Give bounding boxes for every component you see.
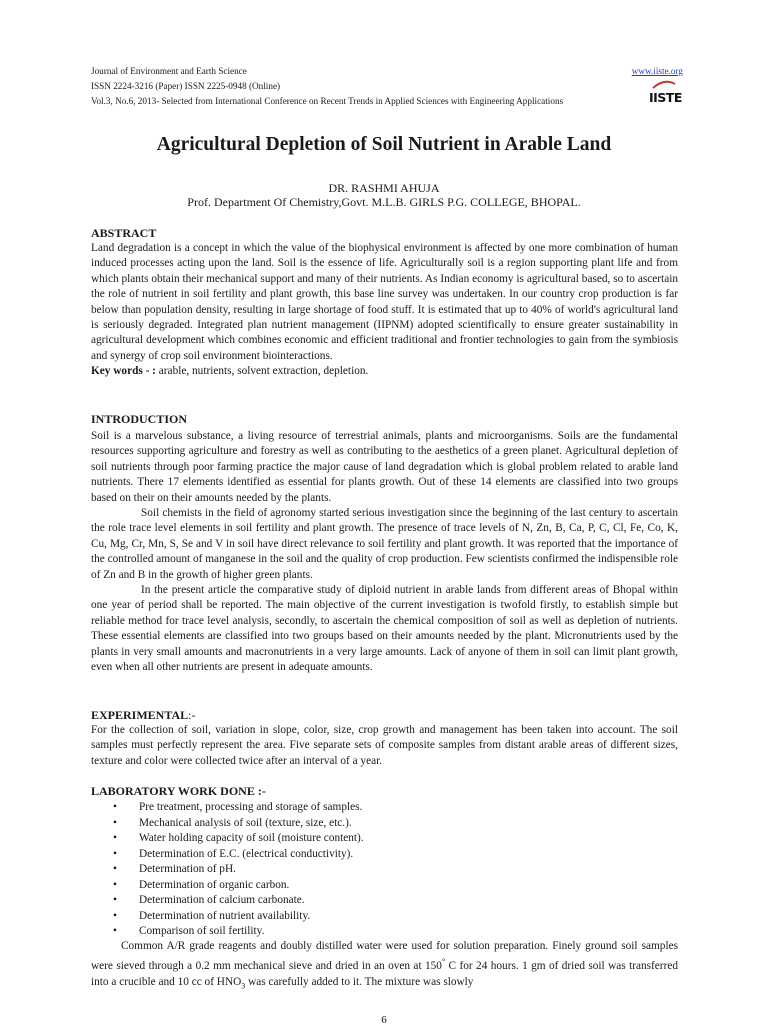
list-item: • Determination of pH.: [113, 862, 364, 878]
author-affiliation: Prof. Department Of Chemistry,Govt. M.L.B. GIRLS P.G. COLLEGE, BHOPAL.: [187, 195, 581, 209]
logo-swoosh-icon: [651, 80, 677, 90]
keywords-label: Key words - :: [91, 365, 156, 378]
intro-paragraph-2: Soil chemists in the field of agronomy started serious investigation since the beginning of the last century to ascertain the role trace level elements in soil fertility and plant growth. The presence of trace levels of N, Zn, B, Ca, P, C, Cl, Fe, Co, K, Cu, Mg, Cr, Mn, S, Se and V in soil have direct relevance to soil fertility and plant growth. It was reported that the importance of the controlled amount of manganese in the soil and the quality of crop production. Few scientists confirmed the indispensible role of Zn and B in the growth of higher green plants.: [91, 507, 678, 581]
list-item: • Comparison of soil fertility.: [113, 924, 364, 940]
journal-header: [91, 64, 683, 109]
journal-issn: ISSN 2224-3216 (Paper) ISSN 2225-0948 (Online): [91, 81, 281, 91]
subscript-3: 3: [241, 980, 246, 990]
intro-paragraph-1: Soil is a marvelous substance, a living resource of terrestrial animals, plants and microorganisms. Soils are the fundamental resources supporting agriculture and forestry as well as contributing to the aesthetics of a green planet. Agricultural depletion of soil nutrients through poor farming practice the major cause of land degradation which is global problem related to arable land nutrients. There 17 elements identified as essential for plants growth. Out of these 14 elements are classified into two groups based on their on their amounts needed by the plants.: [91, 430, 678, 504]
iiste-logo: [649, 80, 682, 106]
list-item: • Determination of E.C. (electrical conductivity).: [113, 847, 364, 863]
lab-procedure-section: [91, 939, 678, 993]
lab-procedure-paragraph: Common A/R grade reagents and doubly distilled water were used for solution preparation. Finely ground soil samples were sieved through a 0.2 mm mechanical sieve and dried in an oven at 150° C for 24 hours. 1 gm of dried soil was transferred into a crucible and 10 cc of $HNO_3$ was carefully added to it. The mixture was slowly: [91, 940, 678, 990]
list-item: • Mechanical analysis of soil (texture, size, etc.).: [113, 816, 364, 832]
intro-paragraph-3: In the present article the comparative study of diploid nutrient in arable lands from different areas of Bhopal within one year of period shall be reported. The main objective of the current investigation is twofold firstly, to establish simple but reliable method for trace level analysis, secondly, to ascertain the chemical composition of soil as well as depletion of nutrients. These essential elements are classified into two groups based on their amounts needed by the plant. Micronutrients used by the plants in very small amounts and macronutrients in a very large amounts. Lack of anyone of them in soil can limit plant growth, even when all other nutrients are present in adequate amounts.: [91, 584, 678, 674]
bullet-icon: •: [113, 894, 117, 907]
introduction-heading: INTRODUCTION: [91, 412, 188, 426]
author-name: DR. RASHMI AHUJA: [328, 181, 440, 195]
list-item: • Pre treatment, processing and storage of samples.: [113, 800, 364, 816]
experimental-heading: [91, 708, 195, 723]
experimental-text: For the collection of soil, variation in slope, color, size, crop growth and management has been taken into account. The soil samples must perfectly represent the area. Five separate sets of composite samples from distant arable areas of different sizes, texture and color were collected twice after an interval of a year.: [91, 724, 678, 767]
keywords-line: [91, 364, 678, 379]
bullet-icon: •: [113, 801, 117, 813]
list-item: • Determination of calcium carbonate.: [113, 893, 364, 909]
introduction-section: [91, 429, 678, 676]
abstract-text: Land degradation is a concept in which the value of the biophysical environment is affected by one more combination of human induced processes acting upon the land. Soil is the essence of life. Agriculturally soil is a region supporting plant life and from which plants obtain their mechanical support and many of their nutrients. As Indian economy is agricultural based, so to ascertain the role of nutrient in soil fertility and plant growth, this base line survey was undertaken. In our country crop production is far below than population density, resulting in large shortage of food stuff. It is estimated that up to 40% of world's agricultural land is seriously degraded. Integrated plan nutrient management (IIPNM) adopted scientifically to ensure greater sustainability in agricultural development which combines economic and efficient traditional and frontier technologies to gain from the symbiosis and synergy of crop soil environment biointeractions.: [91, 242, 678, 362]
bullet-icon: •: [113, 863, 117, 876]
lab-work-heading: LABORATORY WORK DONE :-: [91, 784, 266, 798]
bullet-icon: •: [113, 925, 117, 938]
degree-symbol: °: [441, 957, 446, 967]
lab-work-list: [113, 800, 364, 940]
experimental-heading-text: EXPERIMENTAL: [91, 708, 189, 722]
experimental-heading-suffix: :-: [188, 708, 196, 722]
list-item: • Determination of organic carbon.: [113, 878, 364, 894]
list-item: • Determination of nutrient availability.: [113, 909, 364, 925]
keywords-text: arable, nutrients, solvent extraction, depletion.: [155, 365, 369, 378]
logo-text: IISTE: [649, 90, 682, 105]
list-item: • Water holding capacity of soil (moisture content).: [113, 831, 364, 847]
experimental-section: [91, 723, 678, 769]
abstract-section: [91, 241, 678, 380]
abstract-heading: ABSTRACT: [91, 226, 157, 240]
bullet-icon: •: [113, 878, 117, 891]
bullet-icon: •: [113, 832, 117, 845]
journal-name: Journal of Environment and Earth Science: [91, 66, 247, 76]
paper-title: Agricultural Depletion of Soil Nutrient in Arable Land: [156, 134, 612, 155]
bullet-icon: •: [113, 909, 117, 922]
journal-website-link[interactable]: www.iiste.org: [631, 66, 683, 76]
page-number: 6: [381, 1014, 387, 1026]
bullet-icon: •: [113, 816, 117, 829]
journal-volume: Vol.3, No.6, 2013- Selected from International Conference on Recent Trends in Applied Sciences with Engineering Applications: [91, 96, 564, 106]
bullet-icon: •: [113, 847, 117, 860]
